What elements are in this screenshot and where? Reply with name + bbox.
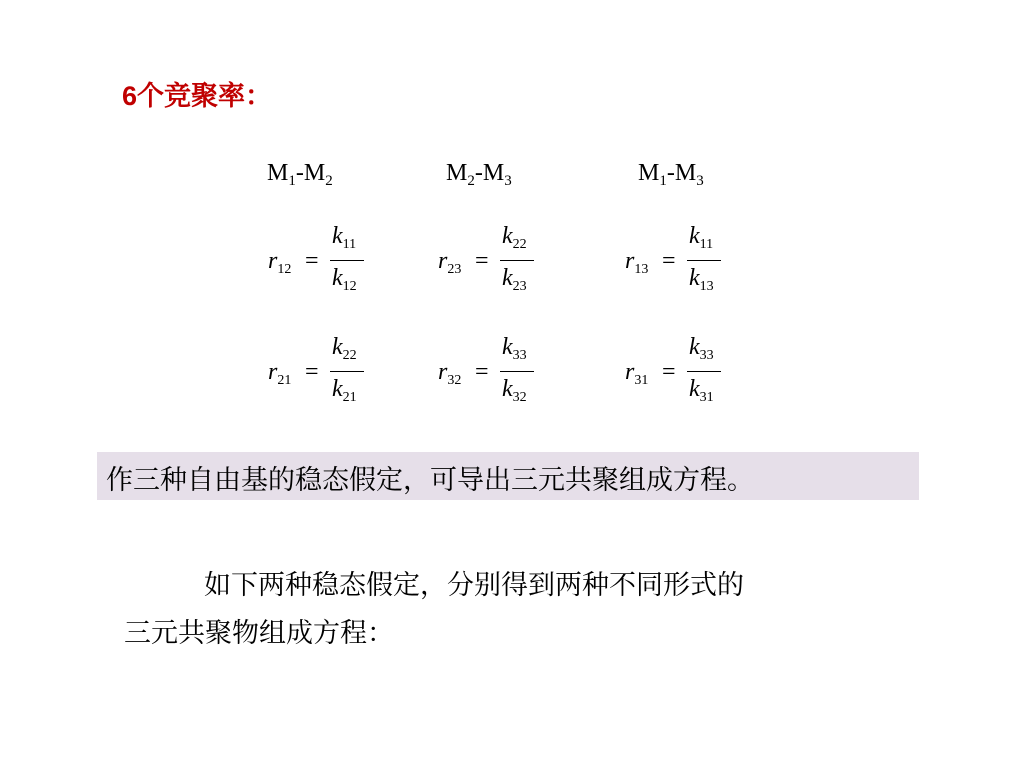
- formula-lhs: $r_{32}$: [438, 359, 462, 388]
- pair-label-m2-m3: [446, 160, 512, 190]
- equals-sign: =: [662, 248, 676, 274]
- pair-a: M: [446, 160, 468, 186]
- numerator: $k_{22}$: [332, 334, 357, 363]
- formula-lhs: $r_{13}$: [625, 248, 649, 277]
- numerator: $k_{11}$: [689, 223, 714, 252]
- formula-r12: [268, 223, 378, 297]
- note-text: 作三种自由基的稳态假定，可导出三元共聚组成方程。: [106, 465, 754, 496]
- title-text: 个竞聚率：: [137, 81, 273, 112]
- pair-b: M: [482, 160, 505, 186]
- formula-r31: [625, 334, 735, 408]
- fraction-bar: [687, 260, 721, 261]
- fraction: [500, 223, 534, 297]
- pair-a: M: [267, 160, 289, 186]
- formula-r32: [438, 334, 548, 408]
- equals-sign: =: [475, 248, 489, 274]
- fraction-bar: [330, 371, 364, 372]
- denominator: $k_{32}$: [502, 376, 527, 405]
- pair-a-sub: 1: [659, 173, 667, 189]
- paragraph-line-2: 三元共聚物组成方程：: [124, 618, 394, 649]
- pair-label-m1-m3: [638, 160, 704, 190]
- pair-b: M: [674, 160, 697, 186]
- equals-sign: =: [305, 359, 319, 385]
- fraction: [330, 223, 364, 297]
- paragraph-line-1: 如下两种稳态假定，分别得到两种不同形式的: [204, 570, 744, 601]
- equals-sign: =: [662, 359, 676, 385]
- formula-r23: [438, 223, 548, 297]
- pair-b-sub: 3: [696, 173, 704, 189]
- formula-lhs: $r_{12}$: [268, 248, 292, 277]
- title-number: 6: [122, 81, 138, 111]
- numerator: $k_{11}$: [332, 223, 357, 252]
- pair-dash: -: [295, 160, 304, 186]
- formula-lhs: $r_{21}$: [268, 359, 292, 388]
- pair-b-sub: 3: [504, 173, 512, 189]
- denominator: $k_{13}$: [689, 265, 714, 294]
- formula-lhs: $r_{23}$: [438, 248, 462, 277]
- pair-b: M: [303, 160, 326, 186]
- equals-sign: =: [305, 248, 319, 274]
- fraction-bar: [687, 371, 721, 372]
- pair-a-sub: 2: [467, 173, 475, 189]
- fraction-bar: [500, 260, 534, 261]
- slide-title: [122, 74, 272, 113]
- fraction: [500, 334, 534, 408]
- denominator: $k_{23}$: [502, 265, 527, 294]
- formula-r13: [625, 223, 735, 297]
- fraction: [687, 334, 721, 408]
- pair-a-sub: 1: [288, 173, 296, 189]
- fraction-bar: [330, 260, 364, 261]
- pair-label-m1-m2: [267, 160, 333, 190]
- fraction: [330, 334, 364, 408]
- equals-sign: =: [475, 359, 489, 385]
- formula-lhs: $r_{31}$: [625, 359, 649, 388]
- formula-r21: [268, 334, 378, 408]
- pair-b-sub: 2: [325, 173, 333, 189]
- fraction: [687, 223, 721, 297]
- denominator: $k_{31}$: [689, 376, 714, 405]
- pair-dash: -: [666, 160, 675, 186]
- body-paragraph: [124, 562, 904, 658]
- numerator: $k_{33}$: [502, 334, 527, 363]
- pair-a: M: [638, 160, 660, 186]
- pair-dash: -: [474, 160, 483, 186]
- fraction-bar: [500, 371, 534, 372]
- numerator: $k_{33}$: [689, 334, 714, 363]
- denominator: $k_{21}$: [332, 376, 357, 405]
- denominator: $k_{12}$: [332, 265, 357, 294]
- numerator: $k_{22}$: [502, 223, 527, 252]
